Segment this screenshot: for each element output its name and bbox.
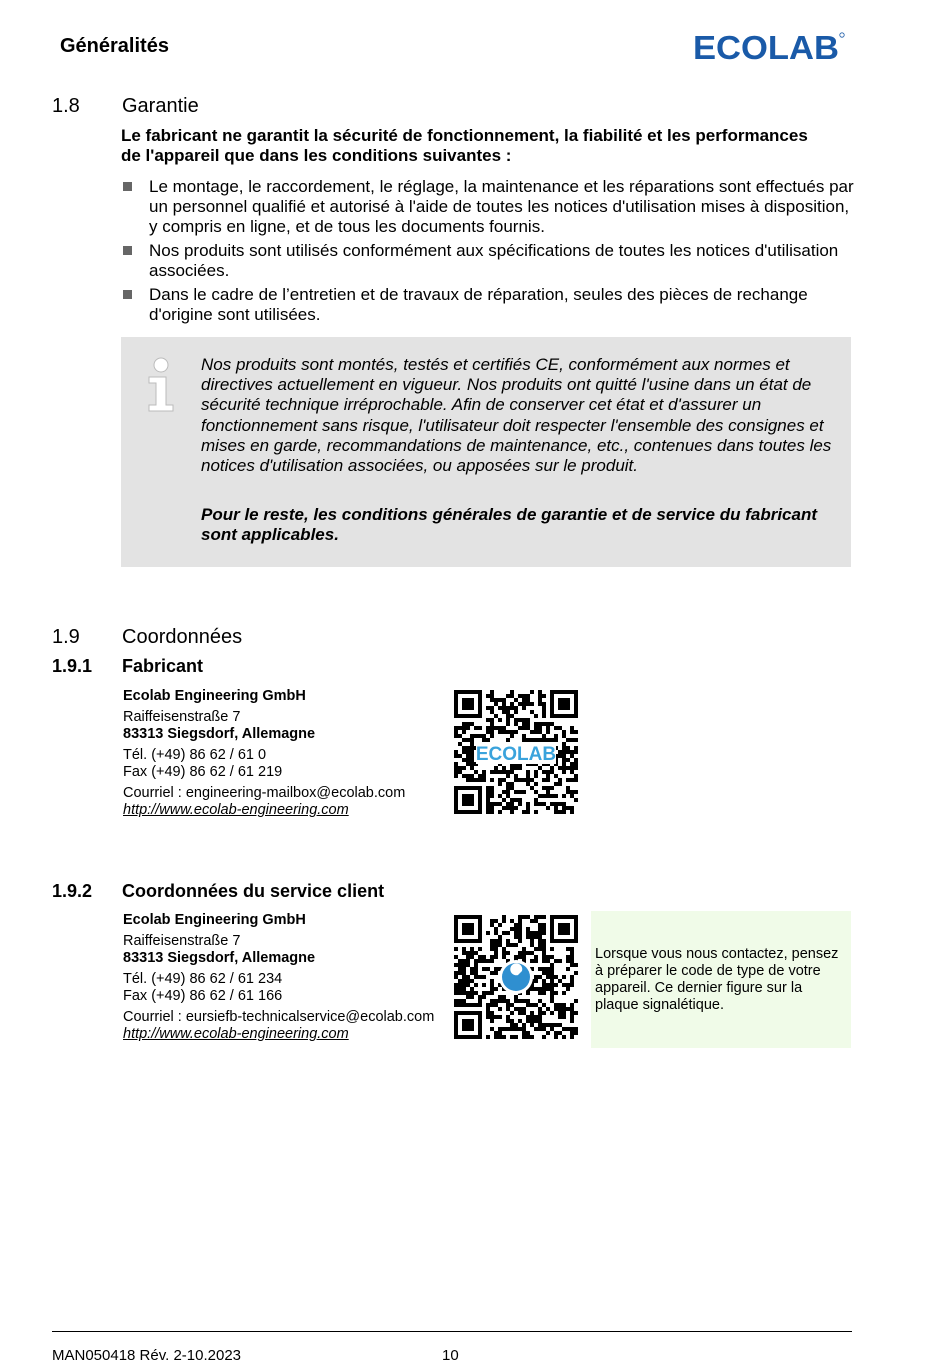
list-item-text: Le montage, le raccordement, le réglage, la maintenance et les réparations sont effectués par un personnel qualifié et autorisé à l'aide de toutes les notices d'utilisation mises à disposition, y compris en ligne, et de tous les documents fournis.: [149, 177, 854, 236]
fax: Fax (+49) 86 62 / 61 166: [123, 988, 283, 1004]
phone: Tél. (+49) 86 62 / 61 0: [123, 747, 267, 763]
document-reference: MAN050418 Rév. 2-10.2023: [52, 1347, 242, 1364]
bullet-square-icon: [123, 290, 132, 299]
street: Raiffeisenstraße 7: [123, 933, 241, 949]
info-box: [121, 337, 851, 567]
section-number: 1.8: [52, 95, 80, 117]
subsection-title: Coordonnées du service client: [122, 881, 385, 901]
phone: Tél. (+49) 86 62 / 61 234: [123, 971, 283, 987]
contact-note-text: Lorsque vous nous contactez, pensez à préparer le code de type de votre appareil. Ce dernier figure sur la plaque signalétique.: [595, 946, 839, 1013]
qr-finder-top-right: [550, 690, 578, 718]
page-number: 10: [442, 1347, 459, 1364]
company-name: Ecolab Engineering GmbH: [123, 688, 306, 704]
company-name: Ecolab Engineering GmbH: [123, 912, 306, 928]
city: 83313 Siegsdorf, Allemagne: [123, 950, 316, 966]
qr-finder-top-right: [550, 915, 578, 943]
qr-finder-top-left: [454, 915, 482, 943]
website-link[interactable]: http://www.ecolab-engineering.com: [123, 802, 349, 818]
list-item: [121, 177, 861, 237]
warranty-conditions-list: [121, 177, 861, 329]
wrench-icon: [499, 960, 533, 994]
subsection-heading-fabricant: [52, 656, 452, 678]
fax: Fax (+49) 86 62 / 61 219: [123, 764, 283, 780]
list-item: [121, 241, 861, 281]
list-item-text: Dans le cadre de l’entretien et de travaux de réparation, seules des pièces de rechange d'origine sont utilisées.: [149, 285, 808, 324]
qr-code-manufacturer: [454, 690, 578, 814]
street: Raiffeisenstraße 7: [123, 709, 241, 725]
list-item-text: Nos produits sont utilisés conformément aux spécifications de toutes les notices d'utilisation associées.: [149, 241, 839, 280]
section-heading-coordonnees: [52, 626, 452, 650]
subsection-heading-service-client: [52, 881, 552, 903]
list-item: [121, 285, 861, 325]
email: Courriel : engineering-mailbox@ecolab.com: [123, 785, 406, 801]
section-number: 1.9: [52, 626, 80, 648]
info-text-bold: Pour le reste, les conditions générales de garantie et de service du fabricant sont applicables.: [201, 505, 817, 545]
qr-finder-bottom-left: [454, 786, 482, 814]
qr-finder-bottom-left: [454, 1011, 482, 1039]
section-heading-garantie: [52, 95, 452, 119]
subsection-number: 1.9.1: [52, 656, 93, 676]
qr-code-service: [454, 915, 578, 1039]
qr-finder-top-left: [454, 690, 482, 718]
bullet-square-icon: [123, 246, 132, 255]
city: 83313 Siegsdorf, Allemagne: [123, 726, 316, 742]
website-link[interactable]: http://www.ecolab-engineering.com: [123, 1026, 349, 1042]
info-text: Nos produits sont montés, testés et certifiés CE, conformément aux normes et directives actuellement en vigueur. Nos produits ont quitté l'usine dans un état de sécurité technique irréprochable. Afin de conserver cet état et d'assurer un fonctionnement sans risque, l'utilisateur doit respecter l'ensemble des consignes et mises en garde, recommandations de maintenance, etc., contenues dans toutes les notices d'utilisation associées, ou apposées sur le produit.: [201, 355, 832, 476]
manufacturer-address: [123, 688, 453, 819]
bullet-square-icon: [123, 182, 132, 191]
page-header-title: Généralités: [60, 35, 169, 57]
contact-note-box: [591, 911, 851, 1048]
ecolab-logo-text: ECOLAB: [693, 30, 839, 64]
section-title: Garantie: [122, 95, 199, 117]
ecolab-logo: [693, 30, 845, 64]
info-icon: [145, 357, 177, 413]
subsection-title: Fabricant: [122, 656, 204, 676]
qr-ecolab-label: ECOLAB: [475, 744, 557, 765]
email: Courriel : eursiefb-technicalservice@ecolab.com: [123, 1009, 435, 1025]
footer-divider: [52, 1331, 852, 1332]
warranty-intro: Le fabricant ne garantit la sécurité de fonctionnement, la fiabilité et les performances de l'appareil que dans les conditions suivantes :: [121, 126, 808, 165]
subsection-number: 1.9.2: [52, 881, 93, 901]
section-title: Coordonnées: [122, 626, 243, 648]
service-address: [123, 912, 453, 1043]
